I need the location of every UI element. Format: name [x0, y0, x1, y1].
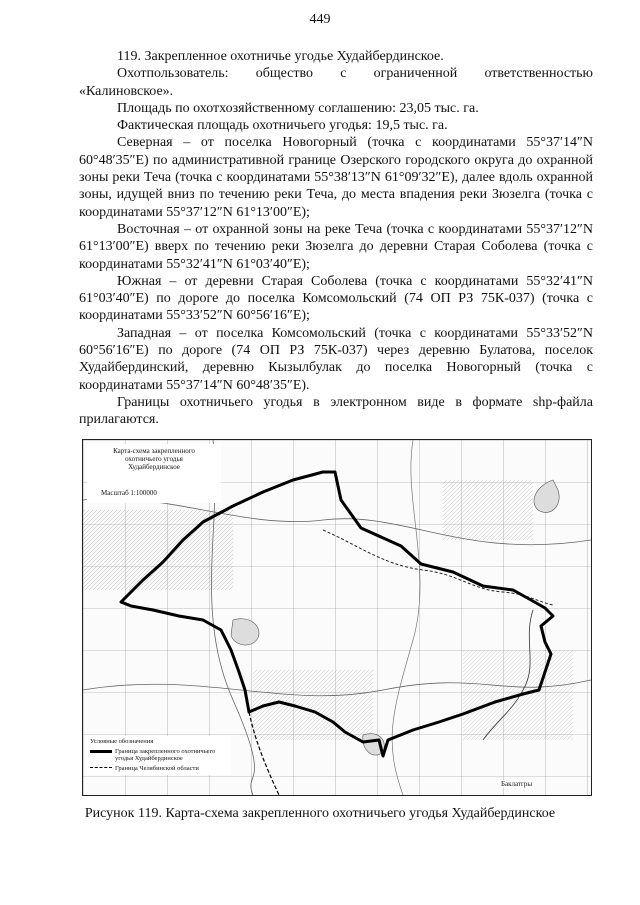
dashed-line-icon	[90, 767, 112, 773]
map-legend	[87, 736, 231, 775]
border-west: Западная – от поселка Комсомольский (точка с координатами 55°33′52″N 60°56′16″E) по дороге (74 ОП РЗ 75К-037) через деревню Булатова, поселок Худайбердинский, деревню Кызылбулак до поселка Новогорный (точка с координатами 55°37′14″N 60°48′35″E).	[79, 325, 593, 393]
page-number: 449	[309, 12, 331, 27]
legend-label: Граница закрепленного охотничьего угодья Худайбердинское	[115, 747, 216, 762]
village-label: Баклатгры	[501, 780, 533, 788]
map-title-box	[87, 444, 221, 503]
map-title-line: охотничьего угодья	[125, 455, 183, 463]
figure-caption: Рисунок 119. Карта-схема закрепленного охотничьего угодья Худайбердинское	[84, 806, 556, 821]
map-scale: Масштаб 1:100000	[101, 489, 157, 497]
map-title-line: Карта-схема закрепленного	[113, 447, 195, 455]
thick-line-icon	[90, 750, 112, 758]
legend-item-region	[90, 765, 228, 773]
body-text	[79, 48, 593, 429]
section-heading: 119. Закрепленное охотничье угодье Худайбердинское.	[117, 49, 444, 64]
border-north: Северная – от поселка Новогорный (точка с координатами 55°37′14″N 60°48′35″E) по административной границе Озерского городского округа до охранной зоны реки Теча (точка с координатами 55°38′13″N 61°09′32″E), далее вдоль охранной зоны, идущей вниз по течению реки Теча, до места впадения реки Зюзелга (точка с координатами 55°37′12″N 61°13′00″E);	[79, 135, 593, 220]
map-title-line: Худайбердинское	[128, 463, 180, 471]
border-east: Восточная – от охранной зоны на реке Теча (точка с координатами 55°37′12″N 61°13′00″E) вверх по течению реки Зюзелга до деревни Старая Соболева (точка с координатами 55°32′41″N 61°03′40″E);	[79, 221, 593, 272]
border-south: Южная – от деревни Старая Соболева (точка с координатами 55°32′41″N 61°03′40″E) по дороге до поселка Комсомольский (74 ОП РЗ 75К-037) (точка с координатами 55°33′52″N 60°56′16″E);	[79, 273, 593, 324]
forest-area	[83, 510, 233, 590]
legend-title: Условные обозначения	[90, 738, 154, 745]
legend-label: Граница Челябинской области	[115, 764, 199, 772]
area-agreement: Площадь по охотхозяйственному соглашению: 23,05 тыс. га.	[117, 100, 479, 116]
map-figure	[82, 439, 592, 796]
legend-item-boundary	[90, 748, 228, 763]
forest-area	[443, 480, 533, 540]
hunting-user: Охотпользователь: общество с ограниченной ответственностью «Калиновское».	[79, 66, 593, 99]
area-actual: Фактическая площадь охотничьего угодья: 19,5 тыс. га.	[117, 118, 448, 134]
shp-note: Границы охотничьего угодья в электронном виде в формате shp-файла прилагаются.	[79, 394, 593, 428]
